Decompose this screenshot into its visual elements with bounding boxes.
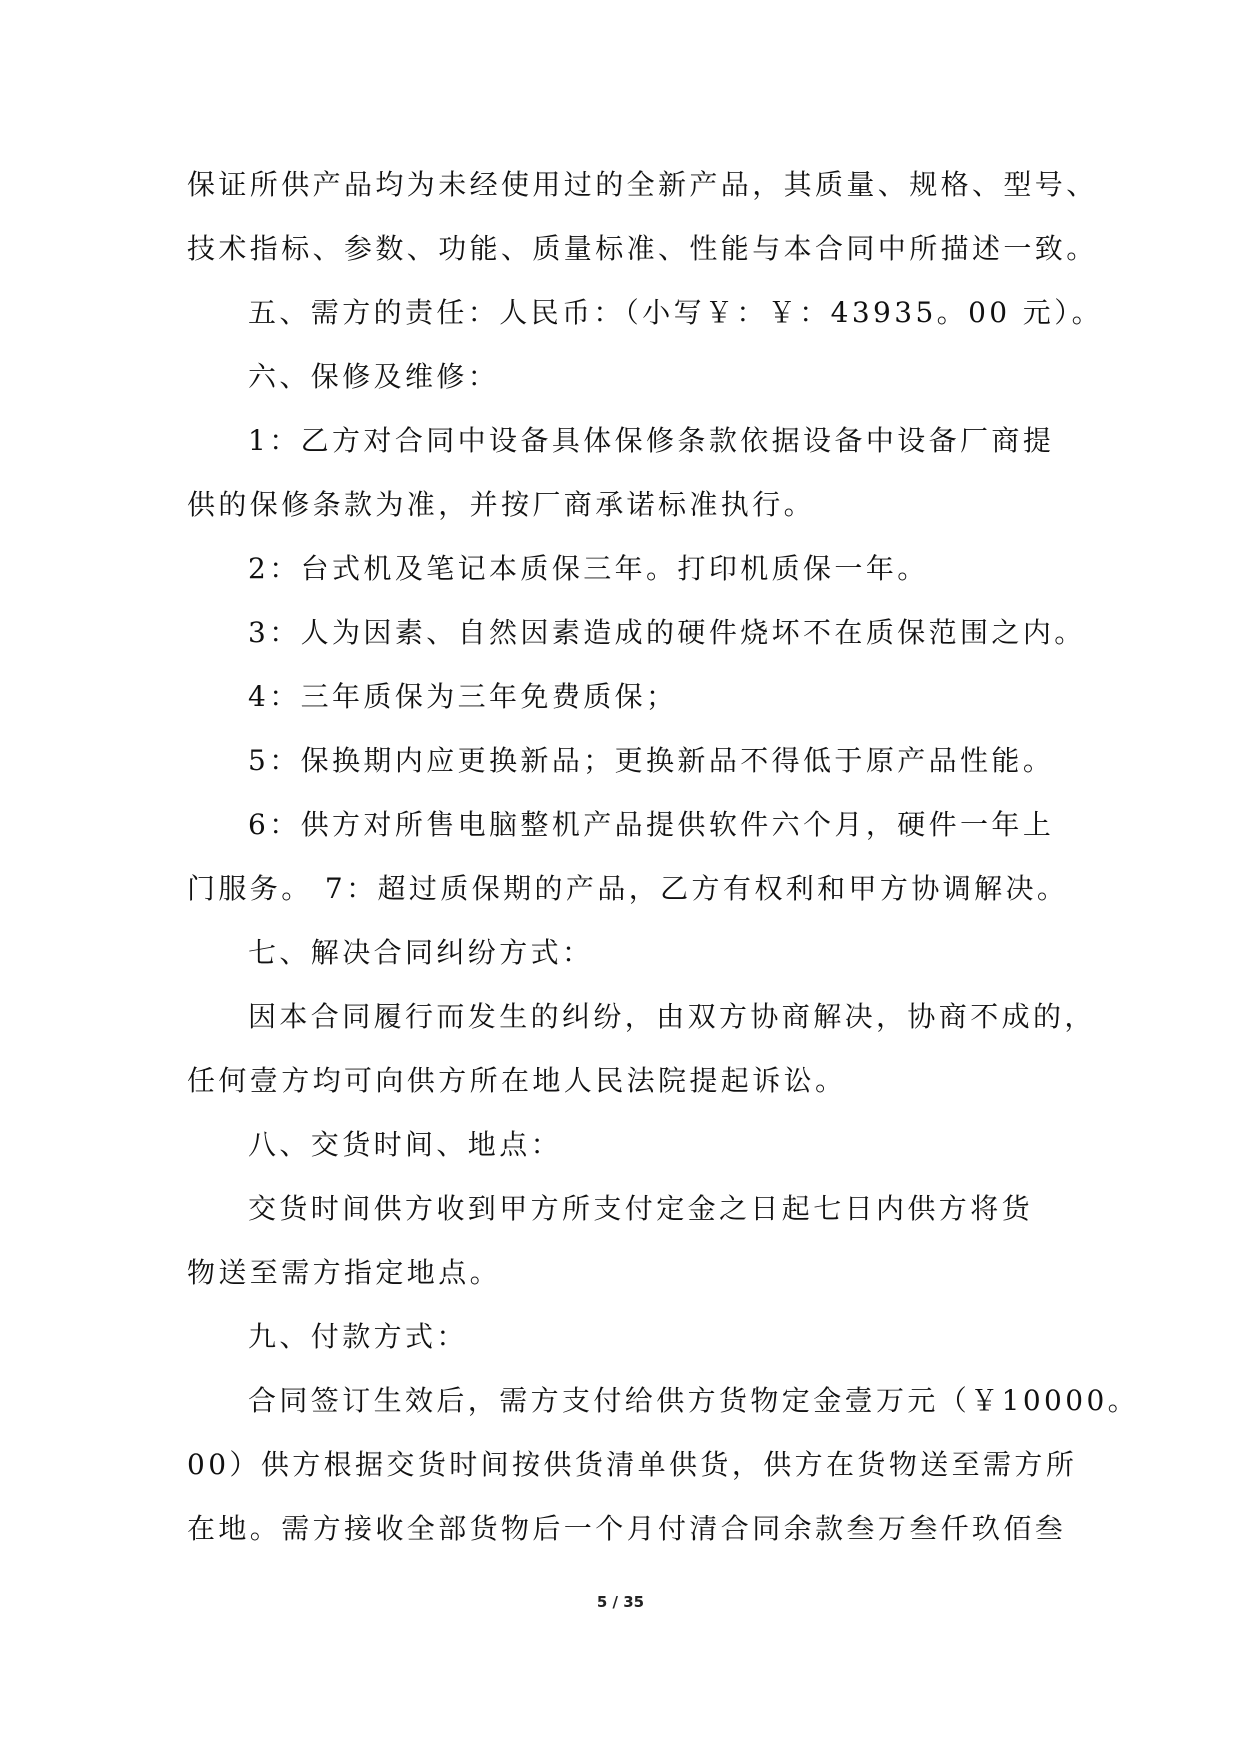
dispute-clause-line-2: 任何壹方均可向供方所在地人民法院提起诉讼。 bbox=[187, 1064, 847, 1097]
warranty-clause-4: 4：三年质保为三年免费质保； bbox=[248, 680, 678, 713]
warranty-clause-1-line-1: 1：乙方对合同中设备具体保修条款依据设备中设备厂商提 bbox=[248, 424, 1055, 457]
dispute-clause-line-1: 因本合同履行而发生的纠纷，由双方协商解决，协商不成的， bbox=[248, 1000, 1096, 1033]
warranty-clause-6-line-2: 门服务。 7：超过质保期的产品，乙方有权利和甲方协调解决。 bbox=[187, 872, 1069, 905]
warranty-clause-6-line-1: 6：供方对所售电脑整机产品提供软件六个月，硬件一年上 bbox=[248, 808, 1055, 841]
section-eight-heading: 八、交货时间、地点： bbox=[248, 1128, 563, 1161]
payment-clause-line-2: 00）供方根据交货时间按供货清单供货，供方在货物送至需方所 bbox=[187, 1448, 1078, 1481]
delivery-clause-line-1: 交货时间供方收到甲方所支付定金之日起七日内供方将货 bbox=[248, 1192, 1034, 1225]
section-five-heading: 五、需方的责任：人民币：（小写￥：￥：43935。00 元）。 bbox=[248, 296, 1104, 329]
text-line-2: 技术指标、参数、功能、质量标准、性能与本合同中所描述一致。 bbox=[187, 232, 1098, 265]
warranty-clause-3: 3：人为因素、自然因素造成的硬件烧坏不在质保范围之内。 bbox=[248, 616, 1086, 649]
warranty-clause-5: 5：保换期内应更换新品；更换新品不得低于原产品性能。 bbox=[248, 744, 1055, 777]
page-number: 5 / 35 bbox=[596, 1593, 645, 1611]
section-nine-heading: 九、付款方式： bbox=[248, 1320, 468, 1353]
section-seven-heading: 七、解决合同纠纷方式： bbox=[248, 936, 594, 969]
payment-clause-line-1: 合同签订生效后，需方支付给供方货物定金壹万元（￥10000。 bbox=[248, 1384, 1140, 1417]
text-line-1: 保证所供产品均为未经使用过的全新产品，其质量、规格、型号、 bbox=[187, 168, 1098, 201]
section-six-heading: 六、保修及维修： bbox=[248, 360, 500, 393]
warranty-clause-1-line-2: 供的保修条款为准，并按厂商承诺标准执行。 bbox=[187, 488, 816, 521]
delivery-clause-line-2: 物送至需方指定地点。 bbox=[187, 1256, 502, 1289]
warranty-clause-2: 2：台式机及笔记本质保三年。打印机质保一年。 bbox=[248, 552, 929, 585]
payment-clause-line-3: 在地。需方接收全部货物后一个月付清合同余款叁万叁仟玖佰叁 bbox=[187, 1512, 1067, 1545]
